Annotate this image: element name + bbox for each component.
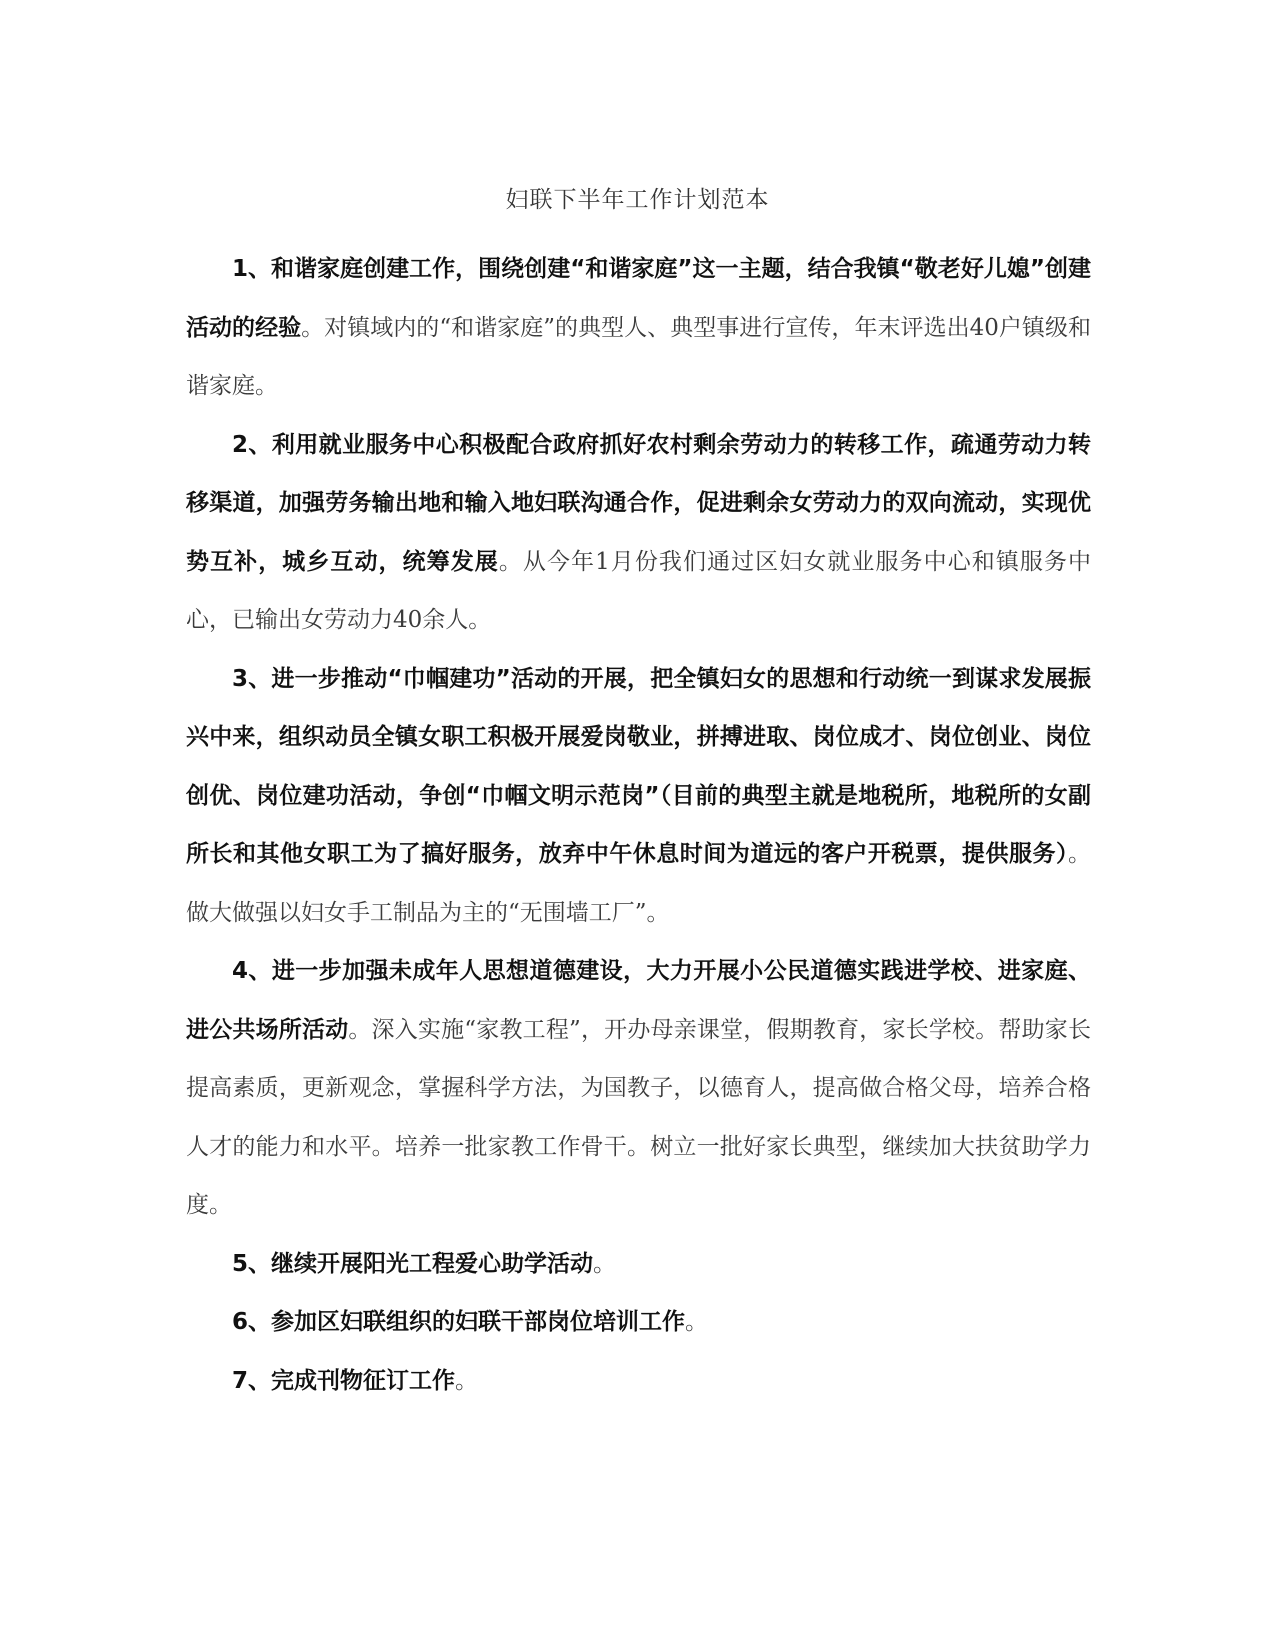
paragraph-heading: 2、利用就业服务中心积极配合政府抓好农村剩余劳动力的转移工作，疏通劳动力转移渠道，加强劳务输出地和输入地妇联沟通合作，促进剩余女劳动力的双向流动，实现优势互补，城乡互动，统筹发展: [186, 431, 1091, 575]
paragraph-item-4: [186, 942, 1091, 1235]
paragraph-item-5: [186, 1235, 1091, 1294]
paragraph-item-6: [186, 1293, 1091, 1352]
paragraph-text: 。: [685, 1309, 709, 1335]
paragraph-item-1: [186, 240, 1091, 416]
paragraph-text: 。: [455, 1367, 479, 1394]
paragraph-item-3: [186, 650, 1091, 943]
paragraph-heading: 7、完成刊物征订工作: [232, 1367, 456, 1394]
paragraph-heading: 6、参加区妇联组织的妇联干部岗位培训工作: [232, 1309, 686, 1335]
paragraph-heading: 1、和谐家庭创建工作，围绕创建“和谐家庭”这一主题，结合我镇“敬老好儿媳”创建活动的经验: [186, 256, 1091, 341]
paragraph-text: 。从今年1月份我们通过区妇女就业服务中心和镇服务中心，已输出女劳动力40余人。: [186, 548, 1092, 633]
paragraph-heading: 3、进一步推动“巾帼建功”活动的开展，把全镇妇女的思想和行动统一到谋求发展振兴中来，组织动员全镇女职工积极开展爱岗敬业，拼搏进取、岗位成才、岗位创业、岗位创优、岗位建功活动，争创“巾帼文明示范岗”（目前的典型主就是地税所，地税所的女副所长和其他女职工为了搞好服务，放弃中午休息时间为道远的客户开税票，提供服务）: [186, 665, 1091, 867]
paragraph-heading: 5、继续开展阳光工程爱心助学活动: [232, 1250, 594, 1277]
paragraph-text: 。深入实施“家教工程”，开办母亲课堂，假期教育，家长学校。帮助家长提高素质，更新观念，掌握科学方法，为国教子，以德育人，提高做合格父母，培养合格人才的能力和水平。培养一批家教工作骨干。树立一批好家长典型，继续加大扶贫助学力度。: [186, 1016, 1091, 1218]
document-body: [186, 240, 1091, 1410]
paragraph-text: 。: [593, 1250, 617, 1277]
paragraph-item-2: [186, 416, 1091, 650]
paragraph-text: 。做大做强以妇女手工制品为主的“无围墙工厂”。: [186, 841, 1091, 926]
paragraph-item-7: [186, 1352, 1091, 1411]
document-title: 妇联下半年工作计划范本: [505, 187, 770, 213]
paragraph-text: 。对镇域内的“和谐家庭”的典型人、典型事进行宣传，年末评选出40户镇级和谐家庭。: [186, 314, 1091, 399]
paragraph-heading: 4、进一步加强未成年人思想道德建设，大力开展小公民道德实践进学校、进家庭、进公共场所活动: [186, 958, 1091, 1043]
